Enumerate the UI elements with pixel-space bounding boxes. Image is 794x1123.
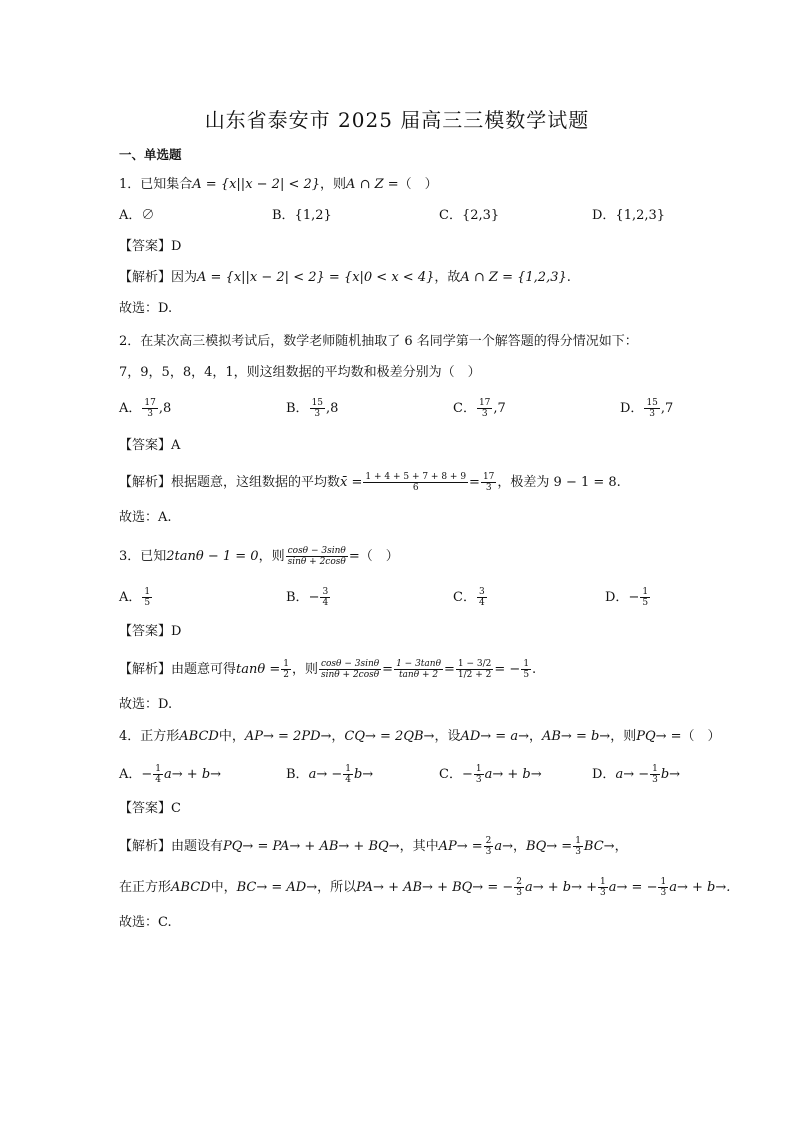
q3-option-d-label: D． — [605, 590, 629, 605]
q4-option-a — [119, 764, 221, 785]
frac-den: 3 — [485, 483, 492, 493]
q2-analysis-text: 【解析】根据题意，这组数据的平均数 — [119, 475, 341, 490]
q2-option-a-tail: ,8 — [158, 401, 172, 416]
frac-num: 1 — [652, 764, 658, 774]
q1-stem-suffix: =（ ） — [383, 177, 438, 192]
frac-den: 3 — [481, 409, 488, 419]
q3-stem-frac — [286, 546, 348, 567]
q4-option-d-pre: a→ − — [615, 767, 650, 782]
q4-stem-vec3: AD→ = a→ — [460, 729, 529, 744]
q3-analysis-frac2 — [319, 659, 381, 680]
q4-analysis1-math2a: AP→ = — [438, 839, 483, 854]
q2-analysis-suffix: ，极差为 9 − 1 = 8. — [497, 475, 621, 490]
q1-stem — [119, 176, 438, 194]
q2-analysis-frac — [363, 472, 468, 493]
frac-num: 2 — [485, 836, 492, 846]
q2-option-a — [119, 398, 171, 419]
q2-choice: 故选：A. — [119, 510, 172, 525]
q1-option-b: B．{1,2} — [272, 208, 332, 223]
q4-option-a-frac — [153, 764, 163, 785]
q4-analysis2-mid2: ，所以 — [317, 880, 357, 895]
frac-num: 15 — [311, 398, 324, 408]
q4-stem-vec1: AP→ = 2PD→ — [244, 729, 332, 744]
q4-stem-text: 4．正方形 — [119, 729, 180, 744]
q3-analysis-eq3: = − — [494, 662, 521, 677]
q3-analysis-frac4 — [456, 659, 493, 680]
frac-num: 1 — [345, 764, 351, 774]
q2-option-d — [620, 398, 673, 419]
q2-option-c-label: C． — [453, 401, 476, 416]
q3-option-d-frac — [640, 587, 650, 608]
q4-option-d-post: b→ — [660, 767, 681, 782]
q3-option-a-label: A． — [119, 590, 142, 605]
q3-analysis-frac5 — [521, 659, 531, 680]
q3-option-b-label: B． — [286, 590, 309, 605]
frac-num: 3 — [322, 587, 329, 597]
q4-analysis-line1 — [119, 836, 628, 857]
q4-stem-sep2: ， — [528, 729, 542, 744]
q3-stem — [119, 546, 399, 567]
frac-den: 5 — [642, 598, 649, 608]
section-heading: 一、单选题 — [119, 147, 182, 162]
q4-option-a-pre: − — [141, 767, 153, 782]
q4-analysis2-text: 在正方形 — [119, 880, 172, 895]
frac-num: 15 — [646, 398, 658, 408]
frac-den: 4 — [478, 598, 485, 608]
frac-den: 3 — [600, 888, 606, 898]
q2-option-c-frac — [477, 398, 492, 419]
q2-stem-line2: 7，9，5，8，4，1，则这组数据的平均数和极差分别为（ ） — [119, 365, 481, 380]
q3-option-d-sign: − — [628, 590, 640, 605]
q4-stem-mid2: ，设 — [434, 729, 461, 744]
q4-option-b-frac — [343, 764, 353, 785]
frac-num: 1 — [475, 764, 482, 774]
q1-stem-text: 1．已知集合 — [119, 177, 193, 192]
frac-num: 3 — [478, 587, 485, 597]
q4-analysis1-frac2 — [573, 836, 583, 857]
q4-analysis2-math5: a→ = − — [608, 880, 658, 895]
q4-answer: 【答案】C — [119, 801, 181, 816]
q2-option-d-frac — [644, 398, 659, 419]
frac-den: 3 — [575, 847, 581, 857]
q2-option-c — [453, 398, 506, 419]
frac-num: 1 + 4 + 5 + 7 + 8 + 9 — [365, 472, 467, 482]
frac-den: sinθ + 2cosθ — [287, 557, 346, 567]
q4-stem-math: ABCD — [179, 729, 219, 744]
q4-choice: 故选：C. — [119, 915, 172, 930]
q3-option-a-frac — [142, 587, 152, 608]
q2-option-b-tail: ,8 — [326, 401, 339, 416]
q2-option-b-label: B． — [286, 401, 309, 416]
frac-den: 3 — [652, 775, 658, 785]
q4-stem-vec4: AB→ = b→ — [541, 729, 611, 744]
q1-analysis-math2: A ∩ Z = {1,2,3} — [460, 270, 567, 285]
q3-stem-text: 3．已知 — [119, 549, 167, 564]
q1-stem-mid: ，则 — [320, 177, 347, 192]
q2-analysis — [119, 472, 621, 493]
q4-analysis1-math: PQ→ = PA→ + AB→ + BQ→ — [223, 839, 400, 854]
frac-num: 1 — [575, 836, 581, 846]
frac-num: 1 — [155, 764, 162, 774]
q4-option-d-label: D． — [592, 767, 616, 782]
frac-num: 17 — [478, 398, 491, 408]
frac-den: 4 — [322, 598, 329, 608]
q4-stem-mid3: ，则 — [610, 729, 637, 744]
frac-num: 2 — [516, 877, 522, 887]
q2-option-a-label: A． — [119, 401, 142, 416]
q4-analysis1-mid: ，其中 — [399, 839, 439, 854]
frac-den: 4 — [155, 775, 162, 785]
q3-analysis-math: tanθ = — [236, 662, 281, 677]
q4-stem-sep1: ， — [331, 729, 345, 744]
frac-den: 5 — [144, 598, 151, 608]
q3-answer: 【答案】D — [119, 624, 182, 639]
q2-option-a-frac — [142, 398, 157, 419]
frac-den: 1/2 + 2 — [457, 670, 492, 680]
q1-option-d: D．{1,2,3} — [592, 208, 666, 223]
q4-option-a-label: A． — [119, 767, 142, 782]
q4-stem-vec5: PQ→ — [636, 729, 667, 744]
q4-analysis2-math3: PA→ + AB→ + BQ→ = − — [356, 880, 514, 895]
q4-option-b — [286, 764, 373, 785]
q4-option-b-label: B． — [286, 767, 309, 782]
q1-choice: 故选：D. — [119, 301, 173, 316]
q4-analysis1-sep: ， — [513, 839, 527, 854]
q2-option-d-label: D． — [620, 401, 644, 416]
q3-analysis-frac1 — [281, 659, 291, 680]
q4-analysis2-frac3 — [658, 877, 668, 898]
q2-option-c-tail: ,7 — [493, 401, 506, 416]
frac-den: 3 — [147, 409, 153, 419]
q3-option-c — [453, 587, 488, 608]
frac-den: 2 — [283, 670, 289, 680]
frac-den: 3 — [660, 888, 667, 898]
q3-option-b-frac — [320, 587, 330, 608]
q2-analysis-frac2 — [481, 472, 496, 493]
q4-analysis2-math4: a→ + b→ + — [524, 880, 598, 895]
frac-den: sinθ + 2cosθ — [320, 670, 380, 680]
q2-answer: 【答案】A — [119, 438, 181, 453]
q4-analysis2-math: ABCD — [171, 880, 211, 895]
q4-option-c-label: C． — [439, 767, 462, 782]
q2-analysis-eq: = — [469, 475, 480, 490]
q4-option-c — [439, 764, 542, 785]
q1-analysis-suffix: . — [566, 270, 571, 285]
q4-analysis1-math3a: BQ→ = — [526, 839, 573, 854]
frac-den: 3 — [649, 409, 656, 419]
frac-den: 5 — [523, 670, 530, 680]
q4-analysis2-math2: BC→ = AD→ — [236, 880, 318, 895]
q1-stem-math2: A ∩ Z — [346, 177, 384, 192]
q4-stem-mid1: 中， — [218, 729, 245, 744]
q4-option-c-post: a→ + b→ — [484, 767, 542, 782]
frac-num: 1 − 3/2 — [457, 659, 492, 669]
q2-analysis-xbar: x̄ = — [340, 475, 363, 490]
q1-option-a: A．∅ — [119, 208, 155, 223]
page-title: 山东省泰安市 2025 届高三三模数学试题 — [204, 108, 590, 132]
frac-den: 3 — [485, 847, 492, 857]
frac-den: 4 — [345, 775, 351, 785]
q3-option-d — [605, 587, 651, 608]
q4-analysis1-math3b: BC→ — [583, 839, 615, 854]
frac-den: 6 — [412, 483, 419, 493]
q4-analysis1-frac1 — [484, 836, 494, 857]
q4-analysis2-math6: a→ + b→. — [669, 880, 731, 895]
frac-den: 3 — [475, 775, 482, 785]
q4-analysis1-text: 【解析】由题设有 — [119, 839, 224, 854]
frac-num: cosθ − 3sinθ — [320, 659, 380, 669]
frac-num: cosθ − 3sinθ — [287, 546, 346, 556]
q4-analysis2-frac1 — [514, 877, 524, 898]
q3-option-b-sign: − — [308, 590, 320, 605]
q4-analysis-line2 — [119, 877, 730, 898]
q4-stem-suffix: =（ ） — [666, 729, 721, 744]
q4-option-a-post: a→ + b→ — [164, 767, 222, 782]
q1-analysis-math: A = {x||x − 2| < 2} = {x|0 < x < 4} — [197, 270, 435, 285]
q3-option-c-label: C． — [453, 590, 476, 605]
frac-den: 3 — [314, 409, 321, 419]
q2-stem-line1: 2．在某次高三模拟考试后，数学老师随机抽取了 6 名同学第一个解答题的得分情况如下： — [119, 334, 638, 349]
q3-stem-suffix: =（ ） — [348, 549, 399, 564]
q2-option-b-frac — [310, 398, 325, 419]
frac-den: tanθ + 2 — [398, 670, 439, 680]
q4-option-c-pre: − — [461, 767, 473, 782]
frac-den: 3 — [516, 888, 522, 898]
q2-option-d-tail: ,7 — [660, 401, 674, 416]
q3-option-b — [286, 587, 331, 608]
q4-option-b-post: b→ — [353, 767, 374, 782]
q3-choice: 故选：D. — [119, 697, 173, 712]
q2-option-b — [286, 398, 338, 419]
frac-num: 1 — [283, 659, 289, 669]
q3-analysis — [119, 659, 536, 680]
q4-option-d — [592, 764, 680, 785]
q1-stem-math: A = {x||x − 2| < 2} — [192, 177, 321, 192]
q4-analysis2-mid: 中， — [210, 880, 237, 895]
frac-num: 1 — [523, 659, 530, 669]
q1-analysis — [119, 269, 571, 287]
q3-analysis-mid: ，则 — [291, 662, 318, 677]
q1-analysis-text: 【解析】因为 — [119, 270, 198, 285]
frac-num: 1 — [642, 587, 649, 597]
q4-stem — [119, 728, 721, 746]
q4-option-d-frac — [650, 764, 660, 785]
q3-option-a — [119, 587, 153, 608]
q3-analysis-text: 【解析】由题意可得 — [119, 662, 237, 677]
frac-num: 1 — [660, 877, 667, 887]
q3-analysis-suffix: . — [532, 662, 537, 677]
frac-num: 1 − 3tanθ — [396, 659, 441, 669]
q3-stem-math: 2tanθ − 1 = 0 — [166, 549, 259, 564]
q3-analysis-eq1: = — [382, 662, 394, 677]
q1-option-c: C．{2,3} — [439, 208, 500, 223]
q4-option-b-pre: a→ − — [308, 767, 343, 782]
frac-num: 1 — [144, 587, 151, 597]
q4-analysis1-math2b: a→ — [494, 839, 514, 854]
frac-num: 1 — [600, 877, 606, 887]
q3-analysis-eq2: = — [444, 662, 455, 677]
q1-analysis-mid: ，故 — [434, 270, 461, 285]
q4-stem-vec2: CQ→ = 2QB→ — [344, 729, 435, 744]
frac-num: 17 — [482, 472, 495, 482]
q3-option-c-frac — [477, 587, 487, 608]
q3-analysis-frac3 — [394, 659, 443, 680]
q3-stem-mid: ，则 — [258, 549, 285, 564]
q1-answer: 【答案】D — [119, 239, 182, 254]
q4-option-c-frac — [474, 764, 484, 785]
frac-num: 17 — [144, 398, 156, 408]
q4-analysis2-frac2 — [598, 877, 608, 898]
q4-analysis1-suffix: ， — [614, 839, 628, 854]
